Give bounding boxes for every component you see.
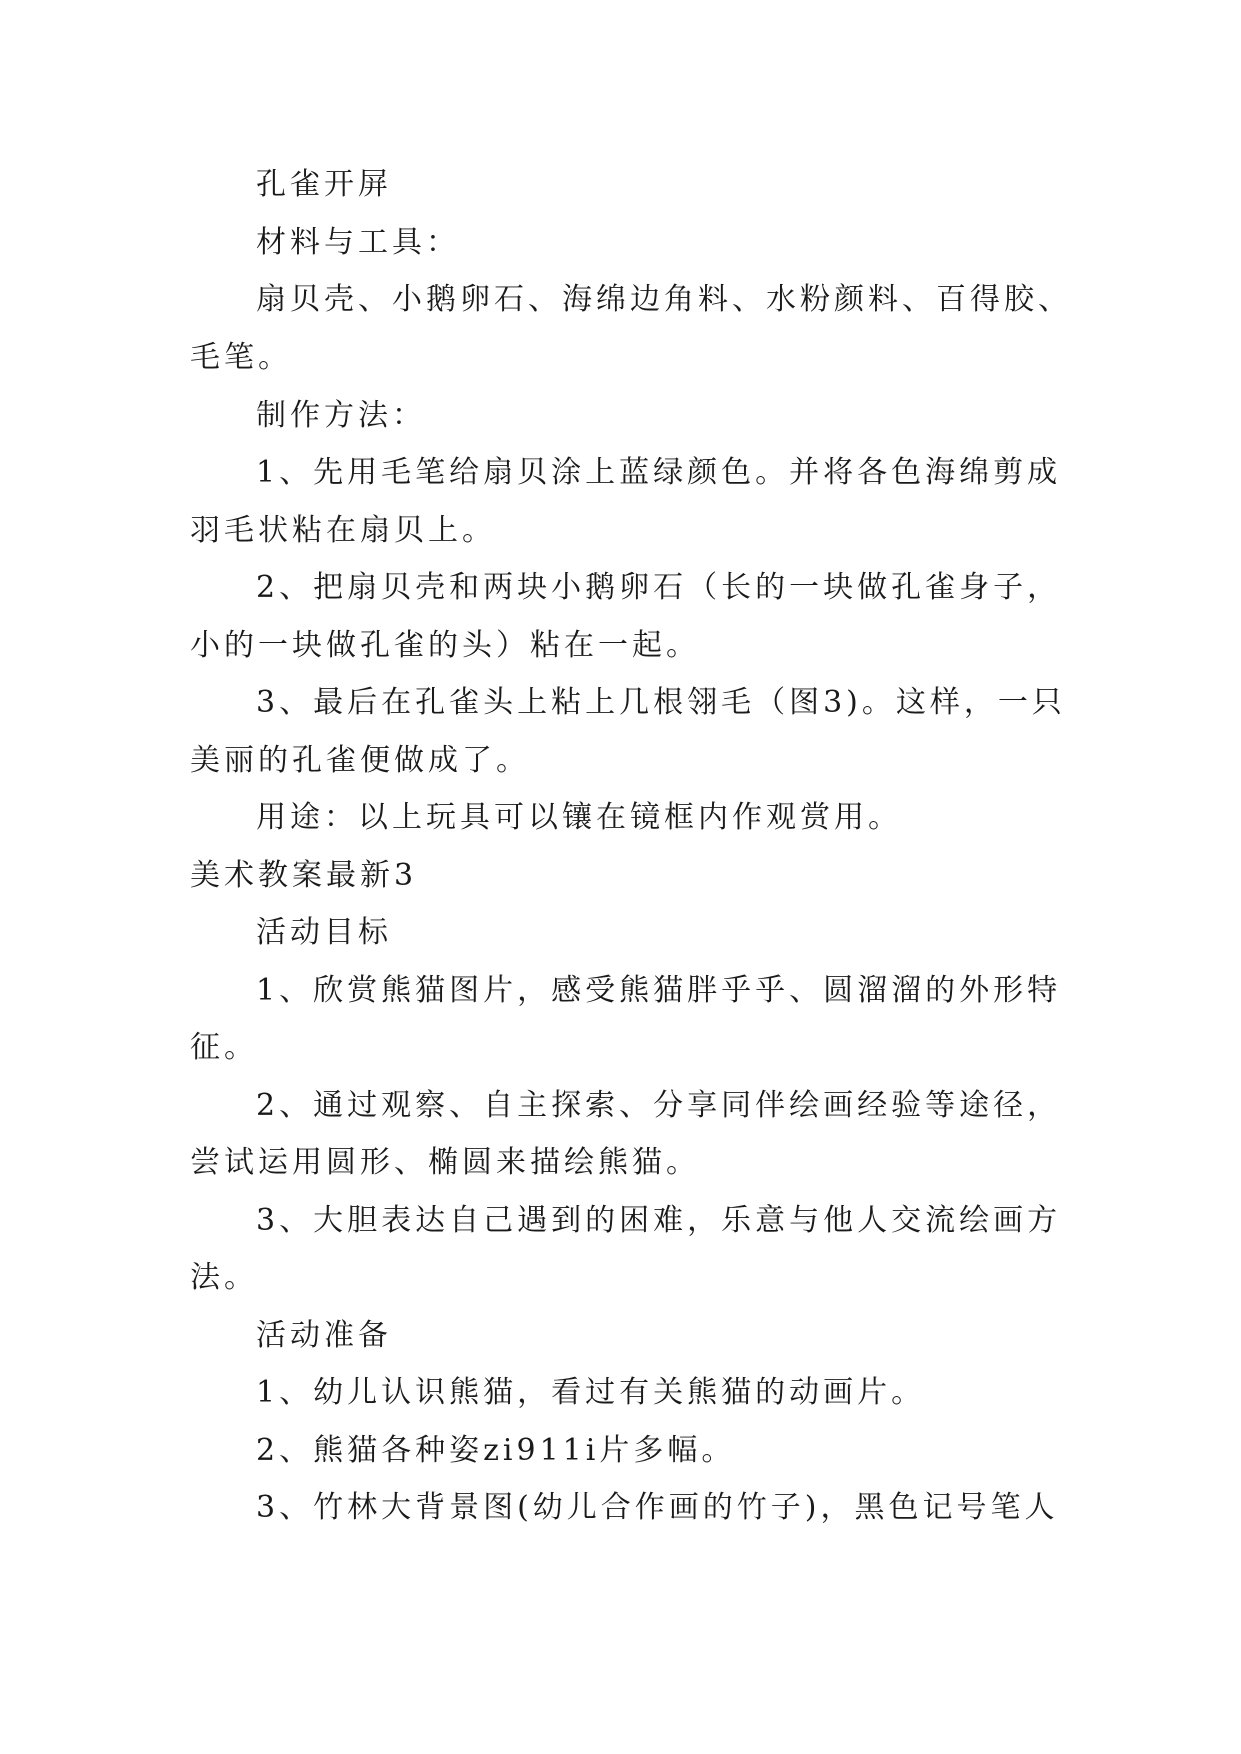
section-title-peacock: 孔雀开屏 xyxy=(256,167,392,202)
method-step-3-cont: 美丽的孔雀便做成了。 xyxy=(190,743,530,778)
goal-1: 1、欣赏熊猫图片，感受熊猫胖乎乎、圆溜溜的外形特 xyxy=(256,973,1062,1008)
goal-2: 2、通过观察、自主探索、分享同伴绘画经验等途径， xyxy=(256,1088,1062,1123)
materials-list: 扇贝壳、小鹅卵石、海绵边角料、水粉颜料、百得胶、 xyxy=(256,282,1072,317)
method-step-3: 3、最后在孔雀头上粘上几根翎毛（图3)。这样，一只 xyxy=(256,685,1066,720)
goal-3: 3、大胆表达自己遇到的困难，乐意与他人交流绘画方 xyxy=(256,1203,1062,1238)
preparation-2: 2、熊猫各种姿zi911i片多幅。 xyxy=(256,1433,736,1468)
goals-heading: 活动目标 xyxy=(256,915,392,950)
preparation-3: 3、竹林大背景图(幼儿合作画的竹子)，黑色记号笔人 xyxy=(256,1490,1059,1525)
goal-1-cont: 征。 xyxy=(190,1030,258,1065)
goal-3-cont: 法。 xyxy=(190,1260,258,1295)
materials-heading: 材料与工具： xyxy=(256,225,460,260)
lesson-title: 美术教案最新3 xyxy=(190,858,418,893)
method-step-1-cont: 羽毛状粘在扇贝上。 xyxy=(190,513,496,548)
goal-2-cont: 尝试运用圆形、椭圆来描绘熊猫。 xyxy=(190,1145,700,1180)
materials-list-cont: 毛笔。 xyxy=(190,340,292,375)
method-step-1: 1、先用毛笔给扇贝涂上蓝绿颜色。并将各色海绵剪成 xyxy=(256,455,1062,490)
preparation-1: 1、幼儿认识熊猫，看过有关熊猫的动画片。 xyxy=(256,1375,926,1410)
method-heading: 制作方法： xyxy=(256,398,426,433)
usage-line: 用途：以上玩具可以镶在镜框内作观赏用。 xyxy=(256,800,902,835)
preparation-heading: 活动准备 xyxy=(256,1318,392,1353)
method-step-2: 2、把扇贝壳和两块小鹅卵石（长的一块做孔雀身子， xyxy=(256,570,1062,605)
method-step-2-cont: 小的一块做孔雀的头）粘在一起。 xyxy=(190,628,700,663)
